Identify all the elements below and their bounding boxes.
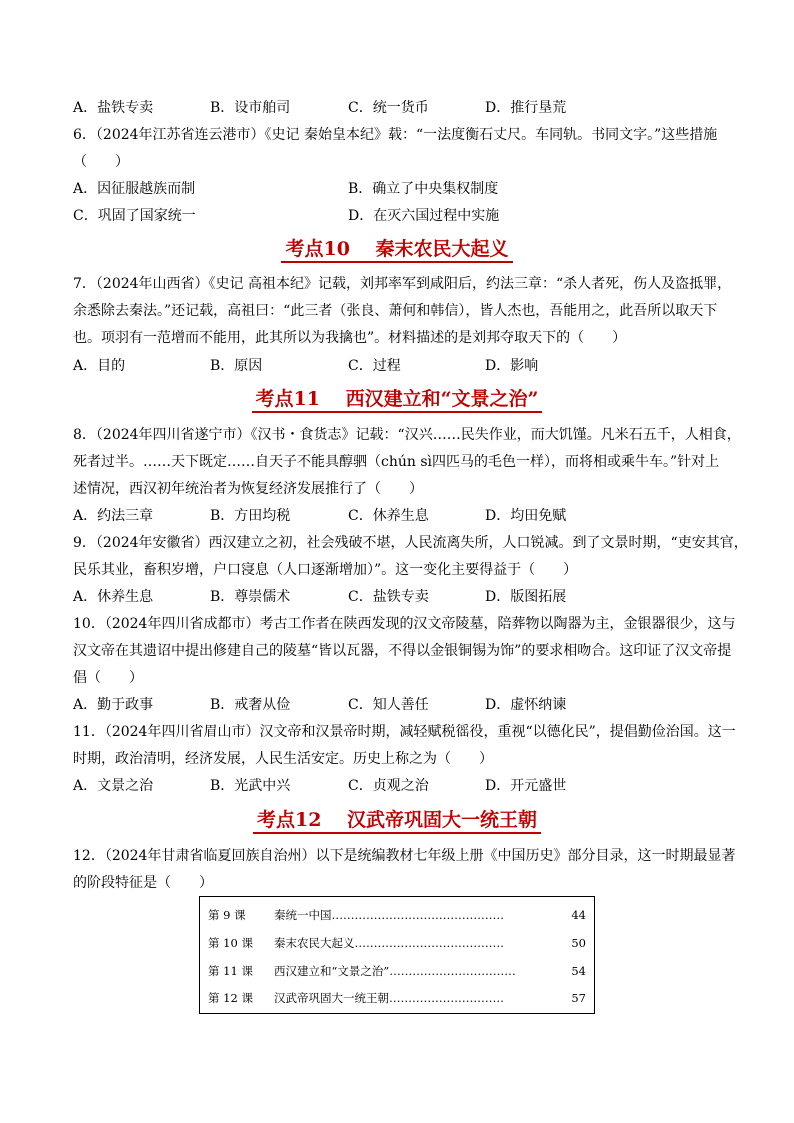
q10-option-c: C．知人善任 [348,697,429,713]
toc-lesson-number: 第 11 课 [208,964,253,978]
q11-option-d: D．开元盛世 [485,778,567,794]
toc-page-number: 57 [571,991,586,1005]
q9-stem-line2: 民乐其业，畜积岁增，户口寖息（人口逐渐增加）”。这一变化主要得益于（ ） [73,562,578,578]
toc-lesson-title: 汉武帝巩固大一统王朝………………………… [274,991,504,1005]
q5-option-c: C．统一货币 [348,100,429,116]
q11-stem-line1: 11．（2024年四川省眉山市）汉文帝和汉景帝时期，减轻赋税徭役，重视“以德化民”，提倡勤俭治国。这一 [73,724,736,740]
q10-option-d: D．虚怀纳谏 [485,697,567,713]
q8-option-d: D．均田免赋 [485,508,567,524]
q12-stem-line1: 12．（2024年甘肃省临夏回族自治州）以下是统编教材七年级上册《中国历史》部分目录，这一时期最显著 [73,848,736,864]
toc-lesson-title: 秦统一中国……………………………………… [274,908,504,922]
q10-stem-line1: 10．（2024年四川省成都市）考古工作者在陕西发现的汉文帝陵墓，陪葬物以陶器为主，金银器很少，这与 [73,616,736,632]
toc-lesson-title: 西汉建立和“文景之治”…………………………… [274,964,516,978]
q9-option-c: C．盐铁专卖 [348,589,429,605]
q10-option-b: B．戒奢从俭 [210,697,291,713]
section-heading-10: 考点10 秦末农民大起义 [0,236,794,262]
toc-lesson-number: 第 10 课 [208,936,253,950]
q8-stem-line3: 述情况，西汉初年统治者为恢复经济发展推行了（ ） [73,481,423,497]
q6-option-d: D．在灭六国过程中实施 [348,208,500,224]
toc-row [208,907,586,923]
q11-option-c: C．贞观之治 [348,778,429,794]
q9-option-d: D．版图拓展 [485,589,567,605]
toc-lesson-number: 第 9 课 [208,908,246,922]
q8-option-a: A．约法三章 [73,508,154,524]
q9-option-a: A．休养生息 [73,589,154,605]
q7-stem-line3: 也。项羽有一范增而不能用，此其所以为我擒也”。材料描述的是刘邦夺取天下的（ ） [73,330,627,346]
q6-option-a: A．因征服越族而制 [73,181,196,197]
toc-page-number: 44 [571,908,586,922]
q5-option-a: A．盐铁专卖 [73,100,154,116]
q7-option-a: A．目的 [73,358,126,374]
q7-option-d: D．影响 [485,358,539,374]
toc-row [208,935,586,951]
toc-lesson-title: 秦末农民大起义………………………………… [274,936,504,950]
section-heading-12: 考点12 汉武帝巩固大一统王朝 [0,807,794,833]
toc-row [208,963,586,979]
toc-page-number: 50 [571,936,586,950]
q7-stem-line1: 7．（2024年山西省）《史记 高祖本纪》记载，刘邦率军到咸阳后，约法三章：“杀人者死，伤人及盗抵罪， [73,276,732,292]
table-of-contents-box [199,896,595,1014]
q6-stem-line2: （ ） [73,154,129,170]
toc-page-number: 54 [571,964,586,978]
q8-stem-line1: 8．（2024年四川省遂宁市）《汉书・食货志》记载：“汉兴……民失作业，而大饥馑。凡米石五千，人相食， [73,427,741,443]
q5-option-d: D．推行垦荒 [485,100,567,116]
q9-option-b: B．尊崇儒术 [210,589,291,605]
q10-stem-line3: 倡（ ） [73,670,143,686]
q10-option-a: A．勤于政事 [73,697,154,713]
q11-option-b: B．光武中兴 [210,778,291,794]
q11-stem-line2: 时期，政治清明，经济发展，人民生活安定。历史上称之为（ ） [73,751,493,767]
q6-stem-line1: 6．（2024年江苏省连云港市）《史记 秦始皇本纪》载：“一法度衡石丈尺。车同轨。书同文字。”这些措施 [73,127,718,143]
q7-option-b: B．原因 [210,358,263,374]
q5-option-b: B．设市舶司 [210,100,291,116]
toc-row [208,990,586,1006]
toc-lesson-number: 第 12 课 [208,991,253,1005]
q8-option-c: C．休养生息 [348,508,429,524]
q11-option-a: A．文景之治 [73,778,154,794]
q9-stem-line1: 9．（2024年安徽省）西汉建立之初，社会残破不堪，人民流离失所，人口锐减。到了文景时期，“吏安其官， [73,535,748,551]
q7-stem-line2: 余悉除去秦法。”还记载，高祖曰：“此三者（张良、萧何和韩信），皆人杰也，吾能用之，此吾所以取天下 [73,303,718,319]
q8-option-b: B．方田均税 [210,508,291,524]
q12-stem-line2: 的阶段特征是（ ） [73,875,213,891]
section-heading-11: 考点11 西汉建立和“文景之治” [0,386,794,412]
q8-stem-line2: 死者过半。……天下既定……自天子不能具醇驷（chún sì四匹马的毛色一样），而将相或乘牛车。”针对上 [73,454,720,470]
q10-stem-line2: 汉文帝在其遗诏中提出修建自己的陵墓“皆以瓦器，不得以金银铜锡为饰”的要求相吻合。这印证了汉文帝提 [73,643,732,659]
q6-option-b: B．确立了中央集权制度 [348,181,499,197]
q6-option-c: C．巩固了国家统一 [73,208,196,224]
q7-option-c: C．过程 [348,358,401,374]
